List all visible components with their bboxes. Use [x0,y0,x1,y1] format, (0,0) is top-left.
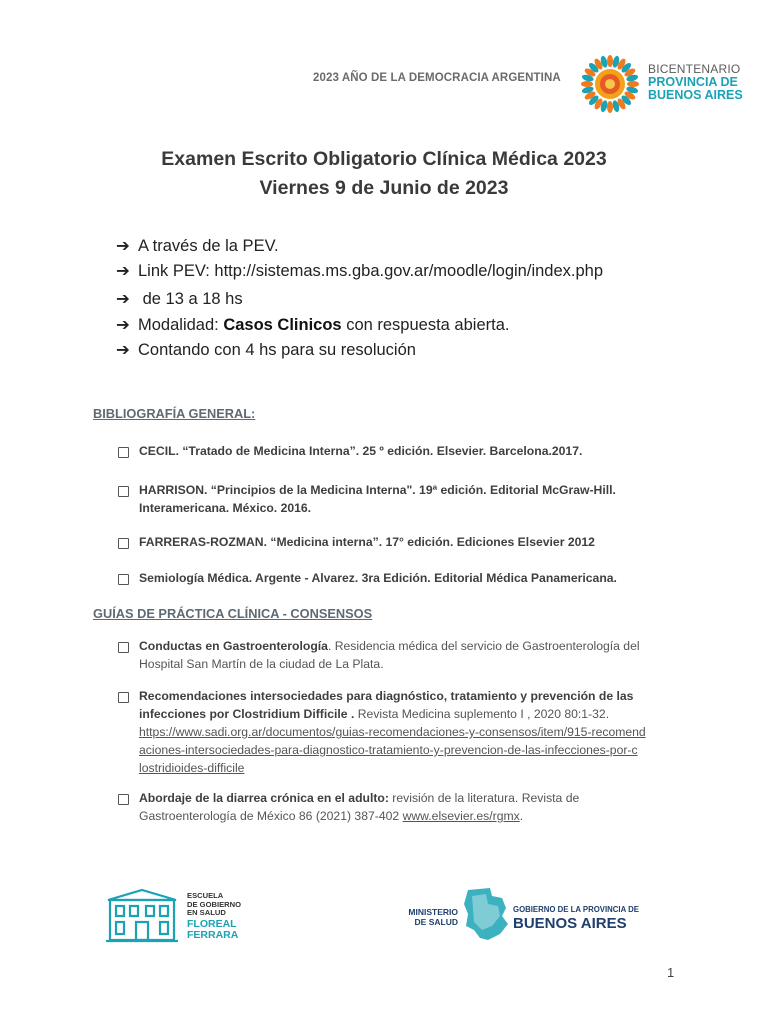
checkbox[interactable] [118,538,129,549]
bicentenario-sun-logo [578,52,642,116]
page-number: 1 [667,965,675,980]
biblio-item: HARRISON. “Principios de la Medicina Interna". 19ª edición. Editorial McGraw-Hill. Interamericana. México. 2016. [139,483,616,515]
sadi-link-line-3[interactable]: lostridioides-difficile [139,761,245,775]
section-heading-guias: GUÍAS DE PRÁCTICA CLÍNICA - CONSENSOS [93,606,373,621]
sun-ray [627,81,639,87]
biblio-item: CECIL. “Tratado de Medicina Interna”. 25 º edición. Elsevier. Barcelona.2017. [139,444,583,458]
guia-item: Recomendaciones intersociedades para diagnóstico, tratamiento y prevención de las infecciones por Clostridium Difficile . Revista Medicina suplemento I , 2020 80:1-32. https://www.sadi.org.ar/documentos/guias-recomendaciones-y-consensos/item/915-recomend aciones-intersociedades-para-diagnostico-tratamiento-y-prevencion-de-las-infecciones-por-c lostridioides-difficile [139,689,646,775]
bicentenario-logo-text [648,63,743,102]
logo-line-1: BICENTENARIO [648,62,741,76]
arrow-icon: ➔ [116,341,130,359]
sun-ray [607,55,613,67]
sun-ray [581,81,593,87]
bullet-item: ➔ Contando con 4 hs para su resolución [116,341,416,359]
sun-ray [607,101,613,113]
school-building-icon [104,886,180,944]
biblio-item: FARRERAS-ROZMAN. “Medicina interna”. 17° edición. Ediciones Elsevier 2012 [139,535,595,549]
arrow-icon: ➔ [116,262,130,280]
biblio-item: Semiología Médica. Argente - Alvarez. 3ra Edición. Editorial Médica Panamericana. [139,571,617,585]
bullet-item: ➔ A través de la PEV. [116,237,279,255]
document-date: Viernes 9 de Junio de 2023 [259,177,509,199]
checkbox[interactable] [118,447,129,458]
document-title: Examen Escrito Obligatorio Clínica Médica 2023 [161,148,607,170]
elsevier-link[interactable]: www.elsevier.es/rgmx [402,809,520,823]
arrow-icon: ➔ [116,316,130,334]
checkbox[interactable] [118,794,129,805]
logo-line-3: BUENOS AIRES [648,88,743,102]
checkbox[interactable] [118,642,129,653]
pev-link[interactable]: Link PEV: http://sistemas.ms.gba.gov.ar/moodle/login/index.php [138,262,603,280]
checkbox[interactable] [118,692,129,703]
checkbox[interactable] [118,574,129,585]
bullet-item [116,261,603,281]
section-heading-bibliografia: BIBLIOGRAFÍA GENERAL: [93,406,256,421]
sadi-link-line-2[interactable]: aciones-intersociedades-para-diagnostico-tratamiento-y-prevencion-de-las-infecciones-por-c [139,743,638,757]
guia-item: Abordaje de la diarrea crónica en el adulto: revisión de la literatura. Revista de Gastroenterología de México 86 (2021) 387-402 www.elsevier.es/rgmx. [139,791,580,823]
gobierno-logo-text: GOBIERNO DE LA PROVINCIA DE BUENOS AIRES [513,905,639,932]
bullet-item: ➔ Modalidad: Casos Clinicos con respuesta abierta. [116,316,510,334]
arrow-icon: ➔ [116,237,130,255]
sadi-link-line-1[interactable]: https://www.sadi.org.ar/documentos/guias-recomendaciones-y-consensos/item/915-recomend [139,725,646,739]
arrow-icon: ➔ [116,290,130,308]
province-map-icon [462,886,510,944]
ministerio-logo-text: MINISTERIO DE SALUD [408,907,458,927]
bullet-item: ➔ de 13 a 18 hs [116,290,243,308]
logo-line-2: PROVINCIA DE [648,75,738,89]
checkbox[interactable] [118,486,129,497]
school-logo-text: ESCUELA DE GOBIERNO EN SALUD FLOREAL FERRARA [187,891,242,941]
guia-item: Conductas en Gastroenterología. Residencia médica del servicio de Gastroenterología del Hospital San Martín de la ciudad de La Plata. [139,639,640,671]
header-motto: 2023 AÑO DE LA DEMOCRACIA ARGENTINA [313,72,561,84]
